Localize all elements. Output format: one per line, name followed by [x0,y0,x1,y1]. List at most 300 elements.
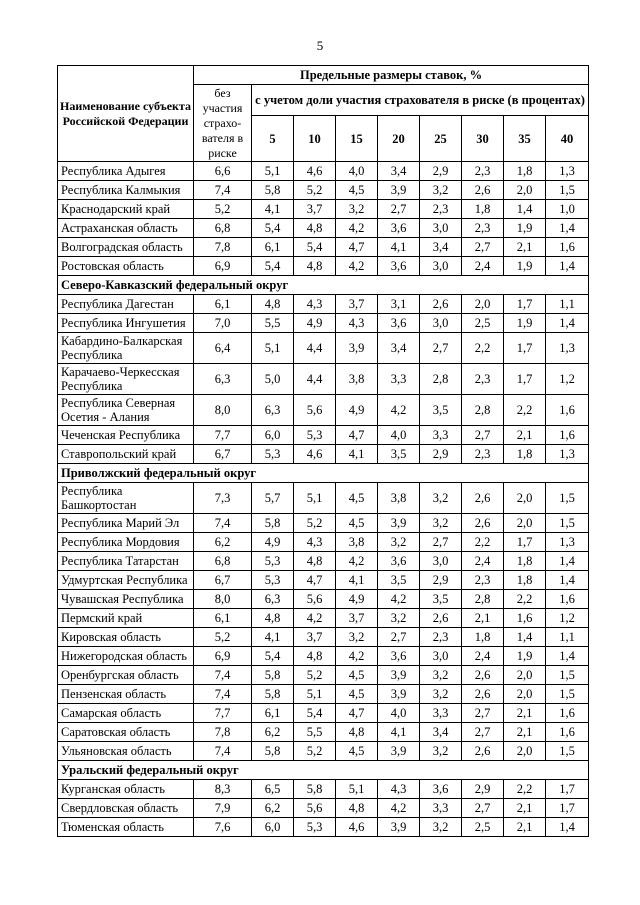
rate-cell: 3,4 [420,723,462,742]
rates-table [57,65,589,837]
table-row [58,219,589,238]
rate-cell: 7,4 [194,181,252,200]
rate-cell: 2,7 [462,238,504,257]
rate-cell: 2,0 [504,483,546,514]
rate-cell: 4,4 [294,333,336,364]
table-row [58,609,589,628]
rate-cell: 3,0 [420,257,462,276]
region-name: Оренбургская область [58,666,194,685]
rate-cell: 1,7 [504,333,546,364]
header-share-0: 5 [252,116,294,162]
table-row [58,552,589,571]
table-row [58,445,589,464]
region-name: Республика Башкортостан [58,483,194,514]
rate-cell: 2,4 [462,257,504,276]
rate-cell: 3,6 [378,647,420,666]
rate-cell: 5,1 [294,685,336,704]
rate-cell: 2,8 [462,590,504,609]
rate-cell: 1,8 [504,445,546,464]
table-row [58,799,589,818]
rate-cell: 6,3 [194,364,252,395]
rate-cell: 3,2 [336,200,378,219]
rate-cell: 7,4 [194,514,252,533]
rate-cell: 4,5 [336,181,378,200]
rate-cell: 6,6 [194,162,252,181]
rate-cell: 3,2 [420,666,462,685]
rate-cell: 4,5 [336,666,378,685]
table-row [58,181,589,200]
rate-cell: 4,1 [336,571,378,590]
rate-cell: 2,8 [420,364,462,395]
rate-cell: 3,4 [420,238,462,257]
rate-cell: 3,3 [378,364,420,395]
region-name: Республика Северная Осетия - Алания [58,395,194,426]
rate-cell: 2,2 [462,533,504,552]
region-name: Кабардино-Балкарская Республика [58,333,194,364]
rate-cell: 6,9 [194,647,252,666]
rate-cell: 7,9 [194,799,252,818]
table-row [58,666,589,685]
rate-cell: 3,9 [378,742,420,761]
table-row [58,200,589,219]
rate-cell: 1,4 [546,571,589,590]
rate-cell: 5,1 [252,333,294,364]
rate-cell: 2,3 [462,445,504,464]
rate-cell: 3,2 [420,483,462,514]
region-name: Республика Ингушетия [58,314,194,333]
rate-cell: 4,7 [294,571,336,590]
rate-cell: 6,2 [252,723,294,742]
rate-cell: 4,7 [336,704,378,723]
rate-cell: 2,7 [420,533,462,552]
rate-cell: 4,3 [294,533,336,552]
region-name: Краснодарский край [58,200,194,219]
table-row [58,483,589,514]
rate-cell: 2,1 [504,723,546,742]
rate-cell: 1,9 [504,219,546,238]
rate-cell: 3,8 [336,364,378,395]
rate-cell: 1,4 [546,219,589,238]
rate-cell: 6,4 [194,333,252,364]
table-row [58,628,589,647]
rate-cell: 1,7 [546,780,589,799]
region-name: Чеченская Республика [58,426,194,445]
rate-cell: 3,2 [378,533,420,552]
rate-cell: 3,7 [336,609,378,628]
rate-cell: 5,3 [252,552,294,571]
table-row [58,723,589,742]
rate-cell: 7,6 [194,818,252,837]
rate-cell: 4,2 [336,257,378,276]
region-name: Карачаево-Черкесская Республика [58,364,194,395]
rate-cell: 1,6 [546,704,589,723]
rate-cell: 4,8 [294,219,336,238]
rate-cell: 2,6 [420,295,462,314]
rate-cell: 2,6 [420,609,462,628]
table-row [58,685,589,704]
rate-cell: 1,4 [504,200,546,219]
rate-cell: 3,6 [378,219,420,238]
rate-cell: 2,6 [462,181,504,200]
rate-cell: 1,9 [504,314,546,333]
rate-cell: 3,9 [378,685,420,704]
rate-cell: 3,9 [378,181,420,200]
rate-cell: 1,6 [546,395,589,426]
table-row [58,780,589,799]
rate-cell: 1,5 [546,181,589,200]
region-name: Самарская область [58,704,194,723]
rate-cell: 2,0 [504,181,546,200]
rate-cell: 3,6 [378,552,420,571]
rate-cell: 1,5 [546,514,589,533]
rate-cell: 8,0 [194,590,252,609]
rate-cell: 2,7 [462,799,504,818]
rate-cell: 4,2 [336,219,378,238]
rate-cell: 4,9 [294,314,336,333]
rate-cell: 2,2 [504,780,546,799]
rate-cell: 2,2 [504,395,546,426]
rate-cell: 1,6 [546,723,589,742]
rate-cell: 4,6 [294,445,336,464]
rate-cell: 2,3 [420,628,462,647]
rate-cell: 4,3 [336,314,378,333]
rate-cell: 3,0 [420,219,462,238]
region-name: Астраханская область [58,219,194,238]
region-name: Тюменская область [58,818,194,837]
rate-cell: 2,0 [504,514,546,533]
rate-cell: 5,2 [194,628,252,647]
rate-cell: 1,5 [546,742,589,761]
group-row [58,276,589,295]
rate-cell: 2,9 [420,162,462,181]
rate-cell: 1,5 [546,483,589,514]
rate-cell: 6,2 [252,799,294,818]
rate-cell: 5,7 [252,483,294,514]
rate-cell: 5,3 [294,426,336,445]
region-name: Курганская область [58,780,194,799]
rate-cell: 3,4 [378,333,420,364]
rate-cell: 4,2 [294,609,336,628]
rate-cell: 4,2 [378,395,420,426]
rate-cell: 3,5 [378,445,420,464]
rate-cell: 6,9 [194,257,252,276]
rate-cell: 5,3 [252,571,294,590]
rate-cell: 2,2 [504,590,546,609]
table-row [58,295,589,314]
rate-cell: 6,1 [194,609,252,628]
rate-cell: 2,3 [462,219,504,238]
rate-cell: 1,2 [546,609,589,628]
rate-cell: 4,4 [294,364,336,395]
rate-cell: 1,1 [546,295,589,314]
rate-cell: 3,2 [420,685,462,704]
rate-cell: 2,6 [462,742,504,761]
rate-cell: 1,6 [504,609,546,628]
rate-cell: 3,7 [294,200,336,219]
rate-cell: 1,5 [546,666,589,685]
header-share-1: 10 [294,116,336,162]
rate-cell: 5,6 [294,590,336,609]
rate-cell: 5,6 [294,799,336,818]
rate-cell: 4,1 [378,723,420,742]
region-name: Республика Адыгея [58,162,194,181]
rate-cell: 5,2 [294,181,336,200]
table-row [58,426,589,445]
table-row [58,364,589,395]
region-name: Ставропольский край [58,445,194,464]
rate-cell: 3,3 [420,799,462,818]
rate-cell: 2,0 [504,685,546,704]
rate-cell: 5,4 [294,238,336,257]
region-name: Республика Мордовия [58,533,194,552]
rate-cell: 4,0 [336,162,378,181]
rate-cell: 7,8 [194,238,252,257]
region-name: Республика Дагестан [58,295,194,314]
header-without-participation: без участия страхо-вателя в риске [194,85,252,162]
rate-cell: 1,6 [546,238,589,257]
rate-cell: 5,1 [336,780,378,799]
header-share-2: 15 [336,116,378,162]
rate-cell: 4,2 [378,590,420,609]
rate-cell: 7,3 [194,483,252,514]
rate-cell: 3,8 [336,533,378,552]
rate-cell: 5,8 [294,780,336,799]
rate-cell: 6,3 [252,590,294,609]
rate-cell: 3,9 [378,818,420,837]
rate-cell: 5,4 [252,257,294,276]
region-name: Свердловская область [58,799,194,818]
rate-cell: 4,7 [336,238,378,257]
rate-cell: 6,1 [252,704,294,723]
rate-cell: 2,4 [462,647,504,666]
table-row [58,647,589,666]
rate-cell: 6,8 [194,219,252,238]
rate-cell: 4,5 [336,514,378,533]
rate-cell: 5,1 [252,162,294,181]
region-name: Пензенская область [58,685,194,704]
rate-cell: 2,5 [462,818,504,837]
rate-cell: 2,1 [504,704,546,723]
rate-cell: 1,4 [504,628,546,647]
rate-cell: 1,4 [546,818,589,837]
rate-cell: 4,8 [252,295,294,314]
rate-cell: 2,7 [462,723,504,742]
region-name: Нижегородская область [58,647,194,666]
rate-cell: 6,5 [252,780,294,799]
rate-cell: 8,3 [194,780,252,799]
rate-cell: 1,1 [546,628,589,647]
rate-cell: 5,4 [252,647,294,666]
rate-cell: 3,5 [420,395,462,426]
rate-cell: 3,7 [336,295,378,314]
rate-cell: 3,0 [420,314,462,333]
group-name: Уральский федеральный округ [58,761,589,780]
group-row [58,761,589,780]
region-name: Удмуртская Республика [58,571,194,590]
rate-cell: 1,4 [546,647,589,666]
rate-cell: 2,1 [504,799,546,818]
rate-cell: 5,1 [294,483,336,514]
rate-cell: 5,3 [294,818,336,837]
rate-cell: 1,4 [546,257,589,276]
rate-cell: 1,0 [546,200,589,219]
rate-cell: 7,4 [194,742,252,761]
rate-cell: 2,3 [462,162,504,181]
rate-cell: 7,7 [194,426,252,445]
region-name: Ульяновская область [58,742,194,761]
rate-cell: 1,8 [462,200,504,219]
rate-cell: 1,7 [504,295,546,314]
group-row [58,464,589,483]
rate-cell: 4,3 [378,780,420,799]
rate-cell: 1,4 [546,552,589,571]
rate-cell: 3,2 [420,818,462,837]
table-row [58,238,589,257]
rate-cell: 3,9 [378,666,420,685]
rate-cell: 3,9 [336,333,378,364]
region-name: Кировская область [58,628,194,647]
rate-cell: 4,6 [294,162,336,181]
rate-cell: 5,0 [252,364,294,395]
rate-cell: 2,6 [462,514,504,533]
header-share-6: 35 [504,116,546,162]
table-row [58,333,589,364]
rate-cell: 3,2 [420,742,462,761]
rate-cell: 1,8 [504,571,546,590]
rate-cell: 1,3 [546,162,589,181]
rate-cell: 3,8 [378,483,420,514]
rate-cell: 2,9 [420,445,462,464]
rate-cell: 2,3 [462,364,504,395]
table-row [58,704,589,723]
rate-cell: 5,2 [294,666,336,685]
rate-cell: 3,3 [420,704,462,723]
rate-cell: 4,8 [294,552,336,571]
rate-cell: 3,2 [378,609,420,628]
rate-cell: 6,7 [194,445,252,464]
rate-cell: 2,2 [462,333,504,364]
rate-cell: 2,3 [462,571,504,590]
rate-cell: 4,9 [252,533,294,552]
table-row [58,533,589,552]
rate-cell: 4,2 [378,799,420,818]
rate-cell: 6,3 [252,395,294,426]
rate-cell: 6,2 [194,533,252,552]
rate-cell: 1,4 [546,314,589,333]
rate-cell: 1,6 [546,590,589,609]
rate-cell: 2,7 [378,200,420,219]
rate-cell: 5,8 [252,181,294,200]
rate-cell: 5,6 [294,395,336,426]
rate-cell: 2,8 [462,395,504,426]
rate-cell: 3,9 [378,514,420,533]
rate-cell: 1,7 [546,799,589,818]
header-share-4: 25 [420,116,462,162]
rate-cell: 1,8 [462,628,504,647]
region-name: Саратовская область [58,723,194,742]
rate-cell: 2,4 [462,552,504,571]
rate-cell: 4,3 [294,295,336,314]
rate-cell: 5,8 [252,666,294,685]
rate-cell: 6,0 [252,818,294,837]
rate-cell: 5,5 [252,314,294,333]
rate-cell: 2,6 [462,666,504,685]
rate-cell: 7,8 [194,723,252,742]
region-name: Республика Калмыкия [58,181,194,200]
table-row [58,742,589,761]
table-row [58,590,589,609]
rate-cell: 4,1 [252,200,294,219]
rate-cell: 4,1 [378,238,420,257]
rate-cell: 5,5 [294,723,336,742]
rate-cell: 1,8 [504,162,546,181]
rate-cell: 4,9 [336,590,378,609]
rate-cell: 4,6 [336,818,378,837]
group-name: Северо-Кавказский федеральный округ [58,276,589,295]
rate-cell: 4,8 [252,609,294,628]
rate-cell: 3,7 [294,628,336,647]
rate-cell: 4,8 [294,647,336,666]
rate-cell: 2,7 [420,333,462,364]
rate-cell: 7,7 [194,704,252,723]
rate-cell: 2,0 [462,295,504,314]
rate-cell: 5,8 [252,514,294,533]
rate-cell: 3,3 [420,426,462,445]
rate-cell: 7,4 [194,666,252,685]
rate-cell: 3,4 [378,162,420,181]
rate-cell: 5,8 [252,685,294,704]
header-share-3: 20 [378,116,420,162]
region-name: Ростовская область [58,257,194,276]
header-share-7: 40 [546,116,589,162]
rate-cell: 5,2 [194,200,252,219]
rate-cell: 4,5 [336,483,378,514]
region-name: Республика Татарстан [58,552,194,571]
rate-cell: 3,0 [420,647,462,666]
rate-cell: 2,0 [504,742,546,761]
rate-cell: 3,6 [420,780,462,799]
rate-cell: 4,2 [336,647,378,666]
header-limit-rates: Предельные размеры ставок, % [194,66,589,85]
region-name: Республика Марий Эл [58,514,194,533]
rate-cell: 3,6 [378,314,420,333]
rate-cell: 2,7 [378,628,420,647]
group-name: Приволжский федеральный округ [58,464,589,483]
rate-cell: 2,3 [420,200,462,219]
rate-cell: 5,2 [294,514,336,533]
rate-cell: 2,9 [420,571,462,590]
header-subject-name: Наименование субъекта Российской Федерации [58,66,194,162]
region-name: Волгоградская область [58,238,194,257]
rate-cell: 1,7 [504,364,546,395]
table-row [58,571,589,590]
rate-cell: 7,4 [194,685,252,704]
rate-cell: 3,2 [420,181,462,200]
rate-cell: 2,6 [462,685,504,704]
rate-cell: 6,8 [194,552,252,571]
rate-cell: 4,8 [336,799,378,818]
rate-cell: 2,5 [462,314,504,333]
rate-cell: 1,8 [504,552,546,571]
rate-cell: 1,3 [546,445,589,464]
rate-cell: 2,1 [504,818,546,837]
rate-cell: 5,2 [294,742,336,761]
rate-cell: 4,5 [336,685,378,704]
rate-cell: 8,0 [194,395,252,426]
table-row [58,314,589,333]
region-name: Чувашская Республика [58,590,194,609]
rate-cell: 1,2 [546,364,589,395]
